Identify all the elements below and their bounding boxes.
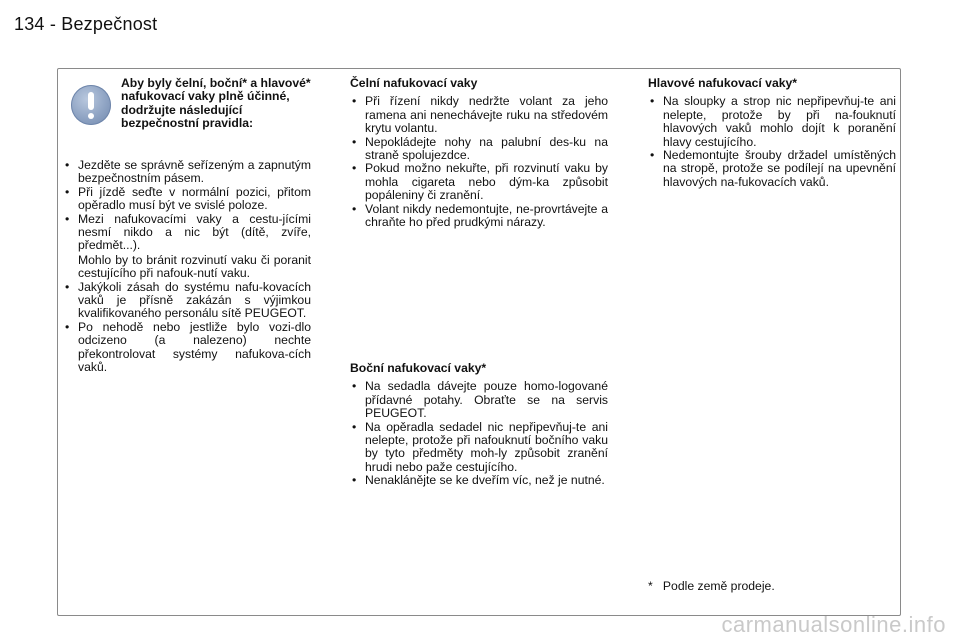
list-item: • Jakýkoli zásah do systému nafu-kovacích vaků je přísně zakázán s výjimkou kvalifikovaného personálu sítě PEUGEOT. — [63, 281, 311, 321]
list-item: • Nedemontujte šrouby držadel umístěných na stropě, protože se podílejí na upevnění hlavových na-fukovacích vaků. — [648, 149, 896, 189]
list-item: • Jezděte se správně seřízeným a zapnutým bezpečnostním pásem. — [63, 159, 311, 186]
frontal-airbags-section — [350, 77, 608, 229]
side-airbags-section — [350, 362, 608, 488]
page-header — [14, 14, 157, 35]
page-number: 134 — [14, 14, 45, 34]
warning-header — [63, 77, 311, 159]
section-title-head: Hlavové nafukovací vaky* — [648, 76, 798, 90]
list-item: • Mezi nafukovacími vaky a cestu-jícími nesmí nikdo a nic být (dítě, zvíře, předmět...). Mohlo by to bránit rozvinutí vaku či poranit cestujícího při nafouk-nutí vaku. — [63, 213, 311, 281]
list-item: • Při jízdě seďte v normální pozici, přitom opěradlo musí být ve svislé poloze. — [63, 186, 311, 213]
footnote — [648, 579, 775, 593]
page-title: Bezpečnost — [61, 14, 158, 34]
list-item: • Při řízení nikdy nedržte volant za jeho ramena ani nenechávejte ruku na středovém krytu volantu. — [350, 95, 608, 135]
head-list — [648, 95, 896, 189]
list-item: • Na opěradla sedadel nic nepřipevňuj-te ani nelepte, protože při nafouknutí bočního vaku by tyto předměty moh-ly způsobit zranění hrudi nebo paže cestujícího. — [350, 421, 608, 475]
list-item: • Nenaklánějte se ke dveřím víc, než je nutné. — [350, 474, 608, 487]
frontal-side-column — [350, 76, 608, 488]
list-item: • Po nehodě nebo jestliže bylo vozi-dlo odcizeno (a nalezeno) nechte překontrolovat systémy nafukova-cích vaků. — [63, 321, 311, 375]
warning-list — [63, 159, 311, 375]
warning-title: Aby byly čelní, boční* a hlavové* nafukovací vaky plně účinné, dodržujte následující bezpečnostní pravidla: — [121, 76, 311, 131]
list-item: • Volant nikdy nedemontujte, ne-provrtávejte a chraňte ho před prudkými nárazy. — [350, 203, 608, 230]
safety-panel — [57, 68, 901, 616]
warning-column — [63, 77, 311, 375]
side-list — [350, 380, 608, 487]
exclamation-icon — [71, 85, 111, 125]
header-separator: - — [49, 14, 57, 34]
list-item: • Na sedadla dávejte pouze homo-logované přídavné potahy. Obraťte se na servis PEUGEOT. — [350, 380, 608, 420]
footnote-mark: * — [648, 579, 653, 593]
section-title-frontal: Čelní nafukovací vaky — [350, 76, 478, 90]
list-item-continuation: Mohlo by to bránit rozvinutí vaku či poranit cestujícího při nafouk-nutí vaku. — [78, 252, 311, 281]
watermark: carmanualsonline.info — [721, 612, 946, 637]
section-title-side: Boční nafukovací vaky* — [350, 361, 487, 375]
list-item: • Pokud možno nekuřte, při rozvinutí vaku by mohla cigareta nebo dým-ka způsobit popáleniny či zranění. — [350, 162, 608, 202]
head-column — [648, 77, 896, 189]
list-item: • Nepokládejte nohy na palubní des-ku na straně spolujezdce. — [350, 136, 608, 163]
list-item: • Na sloupky a strop nic nepřipevňuj-te ani nelepte, protože by při na-fouknutí hlavových vaků mohlo dojít k poranění hlavy cestujícího. — [648, 95, 896, 149]
frontal-list — [350, 95, 608, 229]
footnote-text: Podle země prodeje. — [662, 579, 775, 593]
